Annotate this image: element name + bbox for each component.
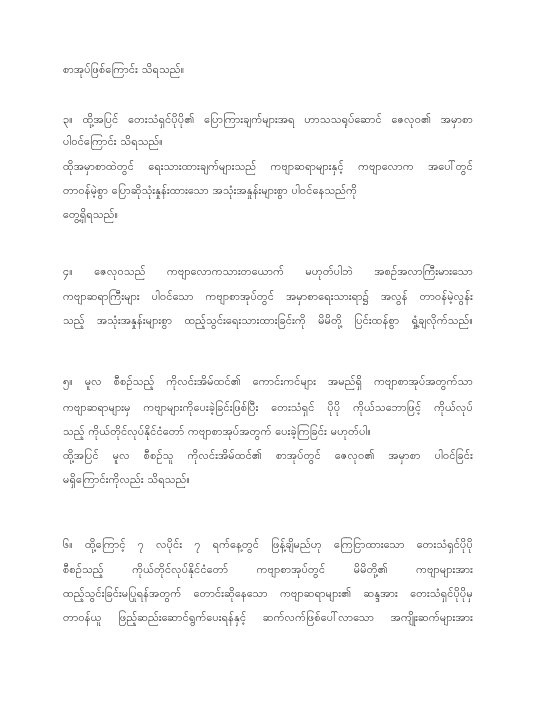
text-line: ကဗျာဆရာကြီးများ ပါဝင်သော ကဗျာစာအုပ်တွင် အမှာစာရေးသားရာ၌ အလွန် တာဝန်မဲ့လွန်း bbox=[63, 290, 473, 303]
text-line: စာအုပ်ဖြစ်ကြောင်း သိရသည်။ bbox=[63, 63, 185, 76]
text-line: ပါဝင်ကြောင်း သိရသည်။ bbox=[63, 135, 163, 148]
text-line: သည့် အသုံးအနှုန်းများစွာ ထည့်သွင်းရေးသားထားခြင်းကို မိမိတို့ ပြင်းထန်စွာ ရှုံ့ချလိုက်သည်။ bbox=[63, 314, 473, 327]
text-line: ၅။ မူလ စီစဉ်သည့် ကိုလင်းအိမ်ထင်၏ ကောင်းကင်များ အမည်ရှိ ကဗျာစာအုပ်အတွက်သာ bbox=[63, 375, 473, 388]
text-line: ကဗျာဆရာများမှ ကဗျာများကိုပေးခဲ့ခြင်းဖြစ်ပြီး တေးသံရှင် ပိုပို ကိုယ်သဘောဖြင့် ကိုယ်လုပ် bbox=[63, 401, 473, 414]
text-line: တာဝန်မဲ့စွာ ပြောဆိုသုံးနှုန်းထားသော အသုံးအနှုန်းများစွာ ပါဝင်နေသည်ကို bbox=[63, 184, 358, 197]
text-line: ၃။ ထို့အပြင် တေးသံရှင်ပိုပို၏ ပြောကြားချက်များအရ ဟာသသရုပ်ဆောင် ဇေလုဝ၏ အမှာစာ bbox=[63, 113, 473, 126]
text-line: တွေ့ရှိရသည်။ bbox=[63, 208, 119, 221]
text-line: ထိုအမှာစာထဲတွင် ရေးသားထားချက်များသည် ကဗျာဆရာများနှင့် ကဗျာလောက အပေါ်တွင် bbox=[63, 160, 473, 173]
text-line: စီစဉ်သည့် ကိုယ်တိုင်လုပ်နိုင်ငံတော် ကဗျာစာအုပ်တွင် မိမိတို့၏ ကဗျာများအား bbox=[63, 563, 473, 576]
text-line: ၄။ ဇေလုဝသည် ကဗျာလောကသားတယောက် မဟုတ်ပါဘဲ အစဉ်အလာကြီးမားသော bbox=[63, 265, 473, 278]
text-line: ၆။ ထို့ကြောင့် ၇ လပိုင်း ၇ ရက်နေ့တွင် ဖြန့်ချိမည်ဟု ကြေငြာထားသော တေးသံရှင်ပိုပို bbox=[63, 538, 473, 551]
text-line: တာဝန်ယူ ဖြည့်ဆည်းဆောင်ရွက်ပေးရန်နှင့် ဆက်လက်ဖြစ်ပေါ်လာသော အကျိုးဆက်များအား bbox=[63, 611, 473, 624]
text-line: ထို့အပြင် မူလ စီစဉ်သူ ကိုလင်းအိမ်ထင်၏ စာအုပ်တွင် ဇေလုဝ၏ အမှာစာ ပါဝင်ခြင်း bbox=[63, 449, 473, 462]
text-line: သည့် ကိုယ်တိုင်လုပ်နိုင်ငံတော် ကဗျာစာအုပ်အတွက် ပေးခဲ့ကြခြင်း မဟုတ်ပါ။ bbox=[63, 425, 371, 438]
text-line: မရှိကြောင်းကိုလည်း သိရသည်။ bbox=[63, 473, 190, 486]
text-line: ထည့်သွင်းခြင်းမပြုရန်အတွက် တောင်းဆိုနေသော ကဗျာဆရာများ၏ ဆန္ဒအား တေးသံရှင်ပိုပိုမှ bbox=[63, 587, 473, 600]
